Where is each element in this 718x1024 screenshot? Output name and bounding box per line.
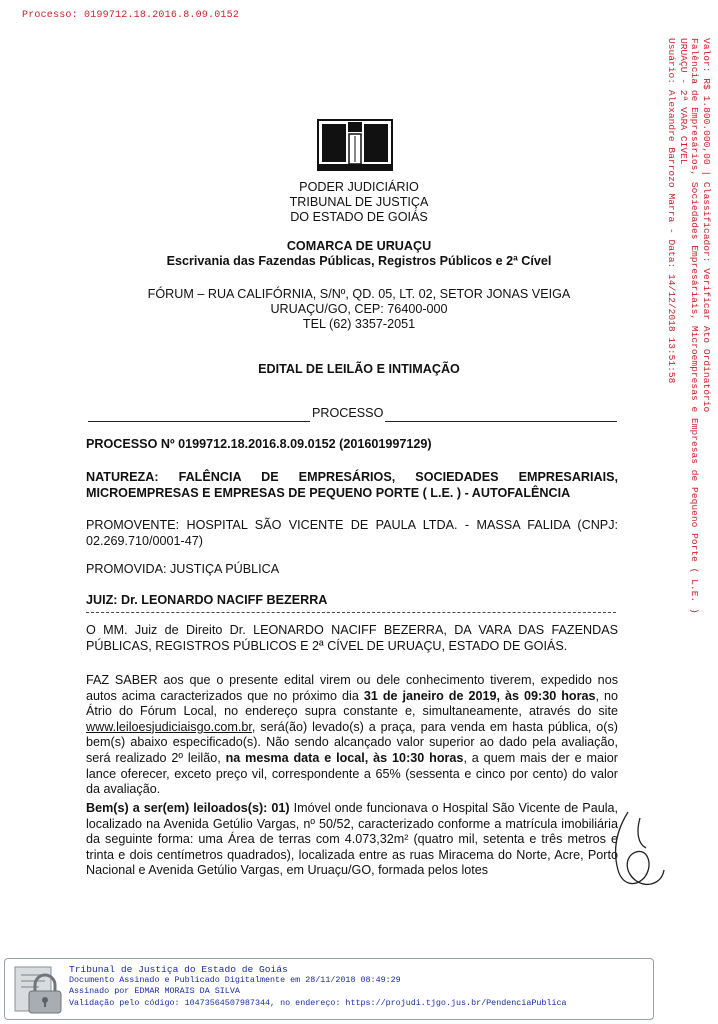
promovida: PROMOVIDA: JUSTIÇA PÚBLICA: [86, 562, 280, 576]
forum-cep: URUAÇU/GO, CEP: 76400-000: [270, 302, 448, 316]
forum-phone: TEL (62) 3357-2051: [302, 317, 416, 331]
processo-rule-left: [88, 421, 310, 422]
court-crest-icon: [316, 118, 394, 172]
juiz: JUIZ: Dr. LEONARDO NACIFF BEZERRA: [86, 593, 328, 607]
processo-label: PROCESSO: [312, 406, 384, 420]
processo-rule-right: [385, 421, 617, 422]
footer-signed-by: Assinado por EDMAR MORAIS DA SILVA: [69, 986, 240, 997]
forum-address: FÓRUM – RUA CALIFÓRNIA, S/Nº, QD. 05, LT. 02, SETOR JONAS VEIGA: [147, 287, 571, 301]
side-stamp-line: URUAÇU - 2ª VARA CIVEL: [677, 38, 689, 165]
handwritten-signature: [588, 808, 668, 894]
footer-published: Documento Assinado e Publicado Digitalmente em 28/11/2018 08:49:29: [69, 975, 401, 986]
process-number-header: Processo: 0199712.18.2016.8.09.0152: [22, 10, 240, 21]
footer-court-name: Tribunal de Justiça do Estado de Goiás: [69, 964, 288, 975]
header-estado: DO ESTADO DE GOIÁS: [290, 210, 428, 224]
header-poder: PODER JUDICIÁRIO: [299, 180, 419, 194]
side-stamp-line: Usuário: Alexandre Barrozo Marra - Data: 14/12/2018 13:51:58: [666, 38, 678, 384]
processo-number: PROCESSO Nº 0199712.18.2016.8.09.0152 (201601997129): [86, 437, 432, 451]
padlock-icon: [13, 965, 71, 1015]
side-stamp-line: Valor: R$ 1.800.000,00 | Classificador: Verificar Ato Ordinatório: [701, 38, 712, 413]
promovente: PROMOVENTE: HOSPITAL SÃO VICENTE DE PAULA LTDA. - MASSA FALIDA (CNPJ: 02.269.710/0001-47): [86, 518, 618, 548]
dashed-divider: [86, 612, 616, 613]
escrivania-title: Escrivania das Fazendas Públicas, Registros Públicos e 2ª Cível: [166, 254, 552, 268]
intro-paragraph: O MM. Juiz de Direito Dr. LEONARDO NACIFF BEZERRA, DA VARA DAS FAZENDAS PÚBLICAS, REGISTROS PÚBLICOS E 2ª CÍVEL DE URUAÇU, ESTADO DE GOIÁS.: [86, 623, 618, 653]
auction-site-link[interactable]: www.leiloesjudiciaisgo.com.br: [86, 719, 252, 734]
footer-text: [69, 964, 567, 1009]
side-stamp-line: Falência de Empresários, Sociedades Empresáriais, Microempresas e Empresas de Pequeno Porte ( L.E. ): [689, 38, 701, 614]
faz-saber-paragraph: FAZ SABER aos que o presente edital virem ou dele conhecimento tiverem, expedido nos autos acima caracterizados que no próximo dia 31 de janeiro de 2019, às 09:30 horas, no Átrio do Fórum Local, no endereço supra constante e, simultaneamente, através do site www.leiloesjudiciaisgo.com.br, será(ão) levado(s) a praça, para venda em hasta pública, o(s) bem(s) abaixo especificado(s). Não sendo alcançado valor superior ao dado pela avaliação, será realizado 2º leilão, na mesma data e local, às 10:30 horas, a quem mais der e maior lance oferecer, exceto preço vil, correspondente a 65% (sessenta e cinco por cento) do valor da avaliação.: [86, 673, 618, 797]
bens-paragraph: Bem(s) a ser(em) leiloados(s): 01) Imóvel onde funcionava o Hospital São Vicente de Paula, localizado na Avenida Getúlio Vargas, nº 50/52, caracterizado conforme a matrícula imobiliária da seguinte forma: uma Área de terras com 4.073,32m² (quatro mil, setenta e três metros e trinta e dois centímetros quadrados), localizada entre as ruas Miracema do Norte, Acre, Porto Nacional e Avenida Getúlio Vargas, em Uruaçu/GO, formada pelos lotes: [86, 801, 619, 878]
document-title: EDITAL DE LEILÃO E INTIMAÇÃO: [258, 362, 460, 376]
digital-signature-footer: [4, 958, 654, 1020]
comarca-title: COMARCA DE URUAÇU: [286, 239, 432, 253]
footer-validation: Validação pelo código: 10473564507987344, no endereço: https://projudi.tjgo.jus.br/PendenciaPublica: [69, 997, 567, 1008]
second-auction-date: na mesma data e local, às 10:30 horas: [225, 750, 464, 765]
natureza: NATUREZA: FALÊNCIA DE EMPRESÁRIOS, SOCIEDADES EMPRESARIAIS, MICROEMPRESAS E EMPRESAS DE PEQUENO PORTE ( L.E. ) - AUTOFALÊNCIA: [86, 470, 618, 500]
bens-label: Bem(s) a ser(em) leiloados(s): 01): [86, 801, 290, 815]
header-tribunal: TRIBUNAL DE JUSTIÇA: [289, 195, 429, 209]
first-auction-date: 31 de janeiro de 2019, às 09:30 horas: [363, 688, 596, 703]
